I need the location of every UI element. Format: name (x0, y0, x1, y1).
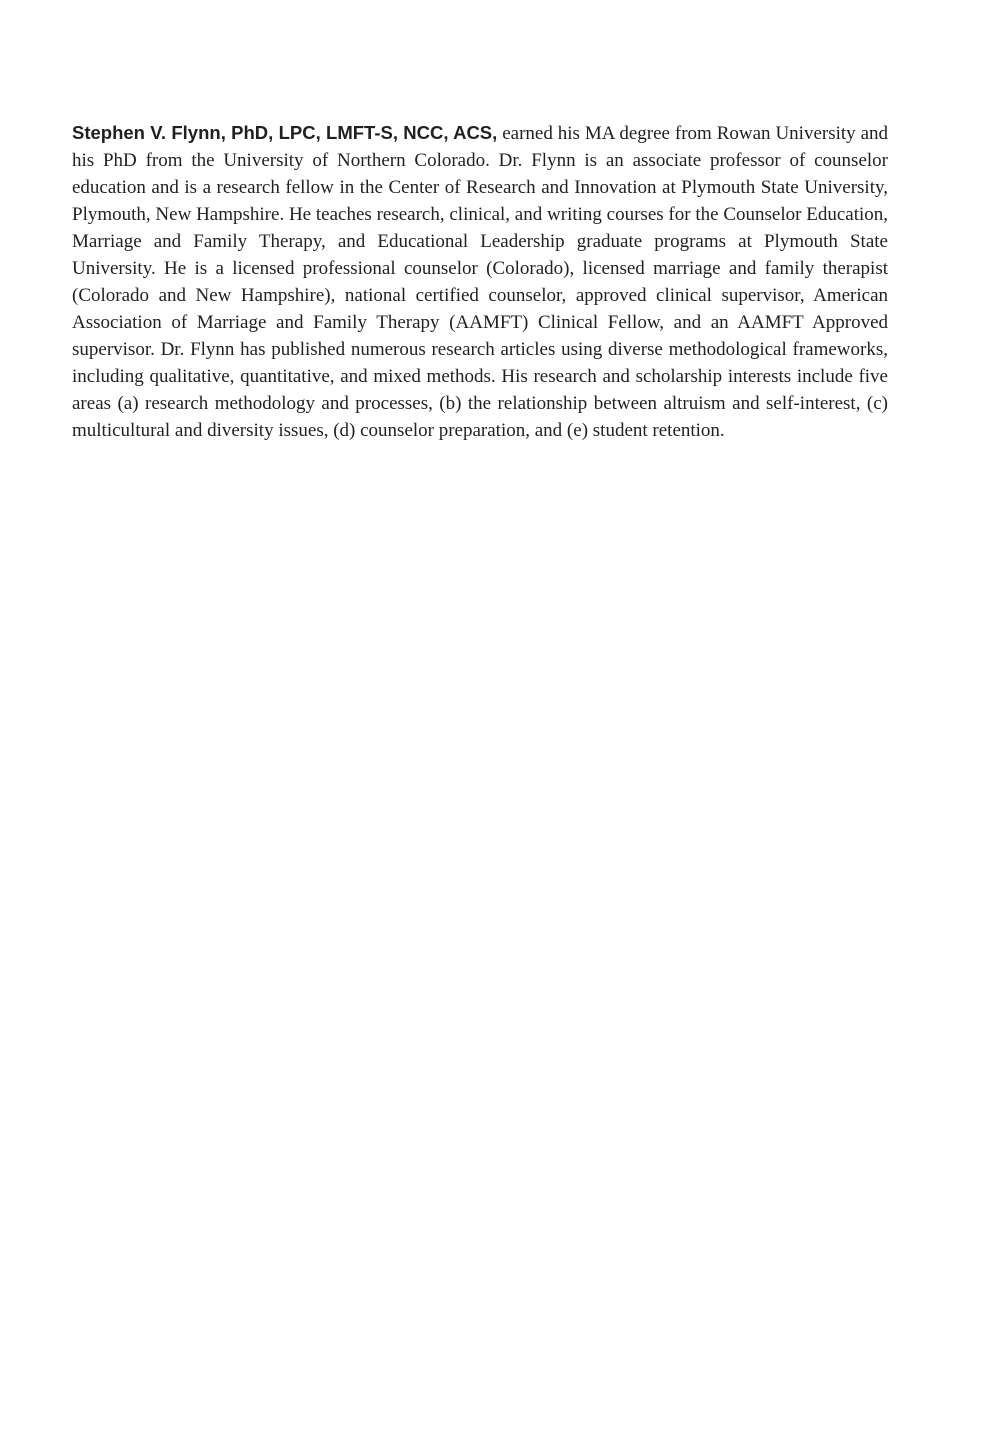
author-name: Stephen V. Flynn, PhD, LPC, LMFT-S, NCC, ACS, (72, 122, 498, 143)
author-bio-text: earned his MA degree from Rowan University and his PhD from the University of Northern Colorado. Dr. Flynn is an associate professor of counselor education and is a research fellow in the Center of Research and Innovation at Plymouth State University, Plymouth, New Hampshire. He teaches research, clinical, and writing courses for the Counselor Education, Marriage and Family Therapy, and Educational Leadership graduate programs at Plymouth State University. He is a licensed professional counselor (Colorado), licensed marriage and family therapist (Colorado and New Hampshire), national certified counselor, approved clinical supervisor, American Association of Marriage and Family Therapy (AAMFT) Clinical Fellow, and an AAMFT Approved supervisor. Dr. Flynn has published numerous research articles using diverse methodological frameworks, including qualitative, quantitative, and mixed methods. His research and scholarship interests include five areas (a) research methodology and processes, (b) the relationship between altruism and self-interest, (c) multicultural and diversity issues, (d) counselor preparation, and (e) student retention. (72, 123, 889, 441)
author-bio-paragraph (72, 119, 888, 444)
